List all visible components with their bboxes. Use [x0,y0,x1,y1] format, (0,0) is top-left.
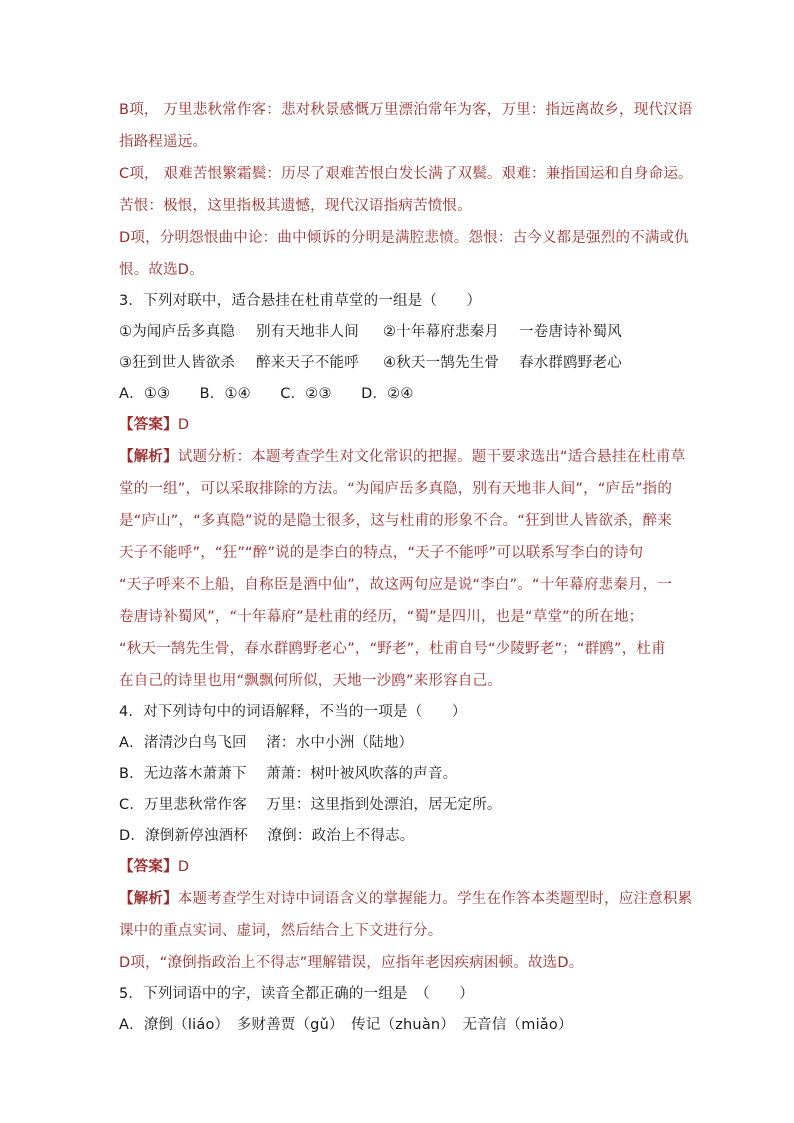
analysis-line [119,447,685,467]
question-4-option-c: C．万里悲秋常作客 万里：这里指到处漂泊，居无定所。 [119,797,502,813]
question-3-stem: 3．下列对联中，适合悬挂在杜甫草堂的一组是（ ） [119,293,482,309]
text-line: 指路程遥远。 [119,134,208,150]
text-line: 卷唐诗补蜀风”，“十年幕府”是杜甫的经历，“蜀”是四川，也是“草堂”的所在地； [119,609,644,625]
text-line: “秋天一鹄先生骨，春水群鸥野老心”，“野老”，杜甫自号“少陵野老”；“群鸥”，杜甫 [119,641,666,657]
question-5-option-a: A．潦倒（liáo） 多财善贾（gǔ） 传记（zhuàn） 无音信（miǎo） [119,1017,573,1033]
question-3-option-row [119,322,622,342]
text-line: 课中的重点实词、虚词，然后结合上下文进行分。 [119,923,443,939]
couplet-3-second: 醉来天子不能呼 [256,355,359,371]
answer-line [119,857,189,877]
text-line: 是“庐山”，“多真隐”说的是隐士很多，这与杜甫的形象不合。“狂到世人皆欲杀，醉来 [119,513,673,529]
couplet-3-first: ③狂到世人皆欲杀 [119,355,236,371]
question-4-option-a: A．渚清沙白鸟飞回 渚：水中小洲（陆地） [119,735,414,751]
couplet-2-first: ②十年幕府悲秦月 [383,324,500,340]
question-5-stem: 5．下列词语中的字，读音全都正确的一组是 （ ） [119,986,474,1002]
question-4-option-d: D．潦倒新停浊酒杯 潦倒：政治上不得志。 [119,828,415,844]
question-3-option-row [119,353,622,373]
text-line: 堂的一组”，可以采取排除的方法。“为闻庐岳多真隐，别有天地非人间”，“庐岳”指的 [119,481,673,497]
text-line: C项， 艰难苦恨繁霜鬓：历尽了艰难苦恨白发长满了双鬓。艰难：兼指国运和自身命运。 [119,166,693,182]
couplet-2-second: 一卷唐诗补蜀风 [519,324,622,340]
couplet-4-second: 春水群鸥野老心 [519,355,622,371]
text-line: D项，“潦倒指政治上不得志”理解错误，应指年老因疾病困顿。故选D。 [119,955,584,971]
answer-line [119,415,189,435]
question-3-choices: A．①③ B．①④ C．②③ D．②④ [119,386,414,402]
analysis-text: 本题考查学生对诗中词语含义的掌握能力。学生在作答本类题型时，应注意积累 [177,891,693,907]
couplet-1-second: 别有天地非人间 [256,324,359,340]
answer-value: D [177,417,190,433]
text-line: “天子呼来不上船，自称臣是酒中仙”，故这两句应是说“李白”。“十年幕府悲秦月，一 [119,577,673,593]
analysis-line [119,889,692,909]
text-line: 天子不能呼”，“狂”“醉”说的是李白的特点，“天子不能呼”可以联系写李白的诗句 [119,545,644,561]
answer-label: 【答案】 [119,859,178,875]
text-line: B项， 万里悲秋常作客：悲对秋景感慨万里漂泊常年为客，万里：指远离故乡，现代汉语 [119,102,693,118]
text-line: 恨。故选D。 [119,262,204,278]
text-line: D项，分明怨恨曲中论：曲中倾诉的分明是满腔悲愤。怨恨：古今义都是强烈的不满或仇 [119,230,689,246]
answer-label: 【答案】 [119,417,178,433]
analysis-text: 试题分析：本题考查学生对文化常识的把握。题干要求选出“适合悬挂在杜甫草 [177,449,686,465]
question-4-stem: 4．对下列诗句中的词语解释，不当的一项是（ ） [119,704,467,720]
answer-value: D [177,859,190,875]
couplet-4-first: ④秋天一鹄先生骨 [383,355,500,371]
text-line: 在自己的诗里也用“飘飘何所似，天地一沙鸥”来形容自己。 [119,673,502,689]
text-line: 苦恨：极恨，这里指极其遗憾，现代汉语指病苦愤恨。 [119,198,472,214]
analysis-label: 【解析】 [119,449,178,465]
couplet-1-first: ①为闻庐岳多真隐 [119,324,236,340]
question-4-option-b: B．无边落木萧萧下 萧萧：树叶被风吹落的声音。 [119,766,458,782]
analysis-label: 【解析】 [119,891,178,907]
